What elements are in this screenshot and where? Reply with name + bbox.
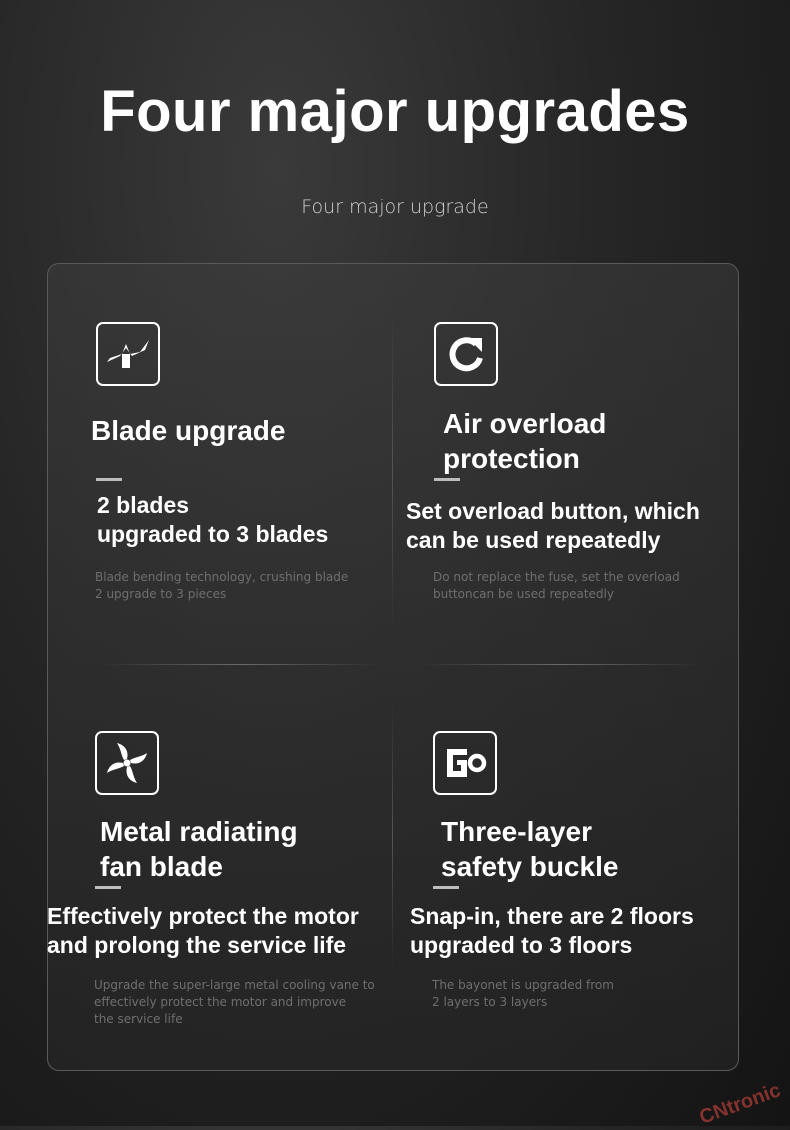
dash-fan: [95, 886, 121, 889]
feature-title-fan: Metal radiating fan blade: [100, 816, 298, 882]
feature-main-blade: 2 blades upgraded to 3 blades: [97, 492, 329, 547]
dash-overload: [434, 478, 460, 481]
horizontal-divider-right: [420, 664, 700, 665]
feature-main-fan: Effectively protect the motor and prolong the service life: [47, 903, 359, 958]
watermark-logo: CNtronic: [696, 1079, 784, 1129]
page-subtitle: Four major upgrade: [301, 196, 489, 218]
feature-desc-blade: Blade bending technology, crushing blade 2 upgrade to 3 pieces: [95, 570, 349, 601]
fan-icon: [95, 731, 159, 795]
feature-desc-overload: Do not replace the fuse, set the overload buttoncan be used repeatedly: [433, 570, 680, 601]
feature-main-overload: Set overload button, which can be used repeatedly: [406, 498, 700, 553]
feature-title-buckle: Three-layer safety buckle: [441, 816, 619, 882]
blade-icon: [96, 322, 160, 386]
buckle-go-icon: [433, 731, 497, 795]
page-title: Four major upgrades: [100, 79, 690, 144]
vertical-divider-bottom: [392, 700, 393, 970]
feature-desc-buckle: The bayonet is upgraded from 2 layers to 3 layers: [432, 978, 614, 1009]
feature-title-overload: Air overload protection: [443, 408, 607, 474]
feature-desc-fan: Upgrade the super-large metal cooling vane to effectively protect the motor and improve the service life: [94, 978, 375, 1026]
refresh-icon: [434, 322, 498, 386]
dash-buckle: [433, 886, 459, 889]
dash-blade: [96, 478, 122, 481]
horizontal-divider-left: [100, 664, 380, 665]
feature-main-buckle: Snap-in, there are 2 floors upgraded to 3 floors: [410, 903, 694, 958]
vertical-divider-top: [392, 310, 393, 630]
feature-title-blade: Blade upgrade: [91, 415, 286, 446]
